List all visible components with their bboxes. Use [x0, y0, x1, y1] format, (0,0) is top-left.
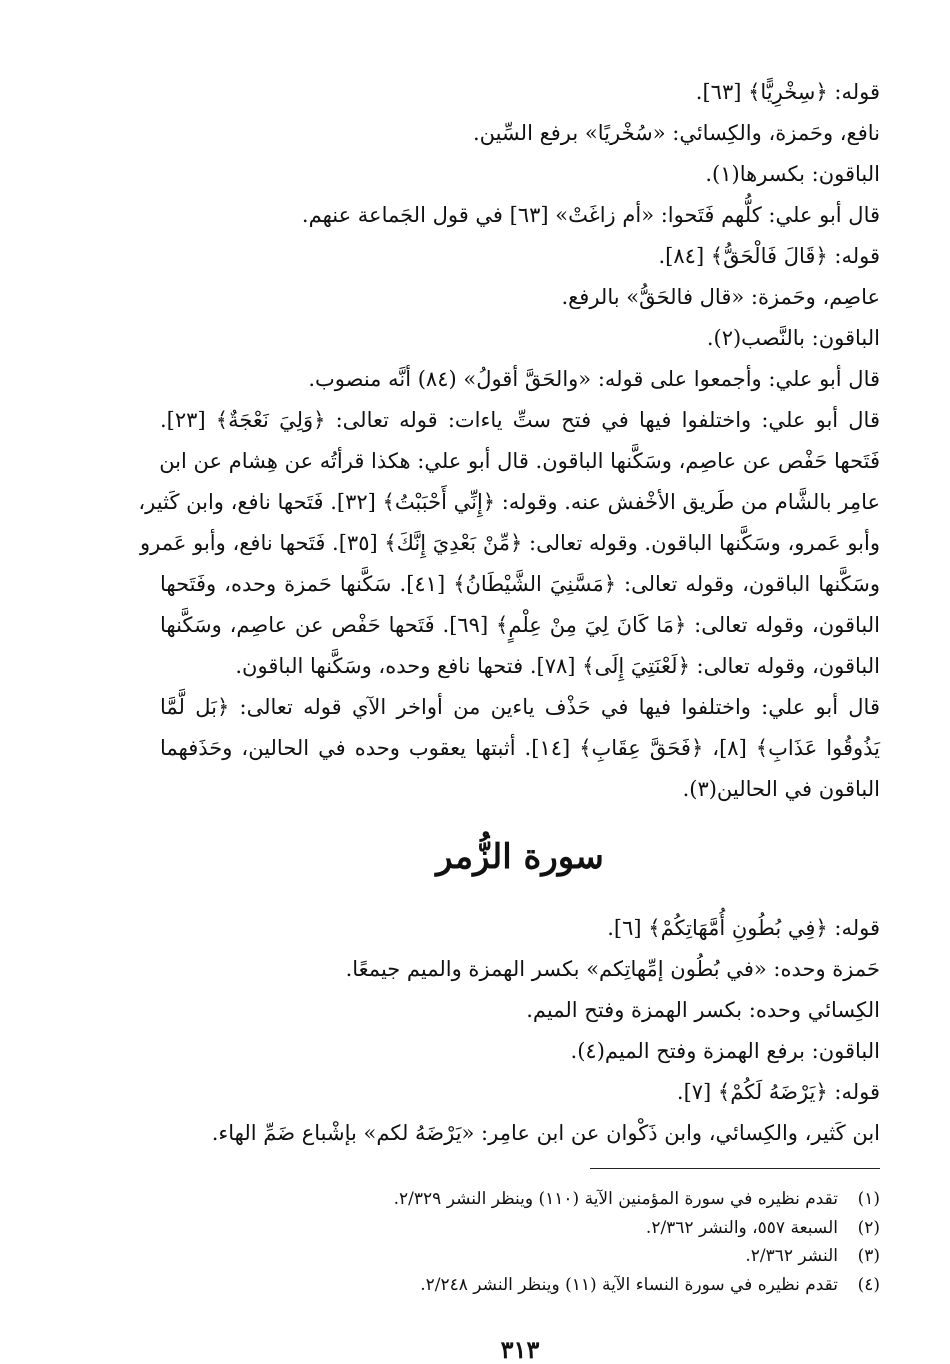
footnote	[160, 1271, 880, 1300]
text-line: قال أبو علي: وأجمعوا على قوله: «والحَقَّ أقولُ» (٨٤) أنَّه منصوب.	[308, 367, 880, 391]
bottom-section	[160, 908, 880, 1154]
paragraph-hadhf	[160, 687, 880, 810]
paragraph-line: وسَكَّنها الباقون، وقوله تعالى: ﴿مَسَّنِيَ الشَّيْطَانُ﴾ [٤١]. سَكَّنها حَمزة وحده، وفَتَحها	[160, 572, 880, 596]
surah-title: سورة الزُّمر	[436, 837, 604, 877]
text-line: الباقون: بالنَّصب(٢).	[706, 326, 880, 350]
paragraph-line: قال أبو علي: واختلفوا فيها في حَذْف ياءين من أواخر الآي قوله تعالى: ﴿بَل لَّمَّا	[160, 695, 880, 719]
text-line: قوله: ﴿قَالَ فَالْحَقُّ﴾ [٨٤].	[658, 244, 880, 268]
footnote-text: السبعة ٥٥٧، والنشر ٢/٣٦٢.	[645, 1217, 838, 1238]
paragraph-line: الباقون، وقوله تعالى: ﴿لَعْنَتِيَ إِلَى﴾ [٧٨]. فتحها نافع وحده، وسَكَّنها الباقون.	[235, 654, 880, 678]
paragraph-line: الباقون في الحالين(٣).	[682, 777, 880, 801]
footnote-number: (٣)	[857, 1246, 880, 1266]
text-line: قال أبو علي: كلُّهم فَتَحوا: «أم زاغَتْ» [٦٣] في قول الجَماعة عنهم.	[301, 203, 880, 227]
footnote-number: (١)	[857, 1189, 880, 1209]
text-line: قوله: ﴿فِي بُطُونِ أُمَّهَاتِكُمْ﴾ [٦].	[607, 916, 880, 940]
text-line: عاصِم، وحَمزة: «قال فالحَقُّ» بالرفع.	[561, 285, 880, 309]
footnote	[160, 1185, 880, 1214]
text-line: قوله: ﴿سِخْرِيًّا﴾ [٦٣].	[695, 80, 880, 104]
footnote-number: (٢)	[857, 1217, 880, 1238]
footnote-text: النشر ٢/٣٦٢.	[745, 1246, 838, 1266]
footnote	[160, 1242, 880, 1271]
paragraph-yaat	[138, 400, 880, 687]
footnote	[160, 1214, 880, 1243]
paragraph-line: قال أبو علي: واختلفوا فيها في فتح ستِّ ياءات: قوله تعالى: ﴿وَلِيَ نَعْجَةٌ﴾ [٢٣].	[160, 408, 880, 432]
footnote-number: (٤)	[857, 1274, 880, 1295]
text-line: نافع، وحَمزة، والكِسائي: «سُخْريًا» برفع السِّين.	[472, 121, 880, 145]
paragraph-line: الباقون، وقوله تعالى: ﴿مَا كَانَ لِيَ مِنْ عِلْمٍ﴾ [٦٩]. فَتَحها حَفْص عن عاصِم، وسَكَّنها	[160, 613, 880, 637]
text-line: الباقون: برفع الهمزة وفتح الميم(٤).	[570, 1039, 880, 1063]
text-line: حَمزة وحده: «في بُطُون إمِّهاتِكم» بكسر الهمزة والميم جيمعًا.	[345, 957, 880, 981]
text-line: قوله: ﴿يَرْضَهُ لَكُمْ﴾ [٧].	[676, 1080, 880, 1104]
footnotes	[160, 1185, 880, 1299]
text-line: الكِسائي وحده: بكسر الهمزة وفتح الميم.	[526, 998, 880, 1022]
text-line: ابن كَثير، والكِسائي، وابن ذَكْوان عن ابن عامِر: «يَرْضَهُ لكم» بإشْباع ضَمِّ الهاء.	[211, 1121, 880, 1145]
footnote-divider	[590, 1168, 880, 1169]
text-line: الباقون: بكسرها(١).	[705, 162, 880, 186]
paragraph-line: فَتَحها حَفْص عن عاصِم، وسَكَّنها الباقون. قال أبو علي: هكذا قرأتُه عن هِشام عن ابن	[159, 449, 880, 473]
paragraph-line: وأبو عَمرو، وسَكَّنها الباقون. وقوله تعالى: ﴿مِّنْ بَعْدِيَ إِنَّكَ﴾ [٣٥]. فَتَحها نافع، وأبو عَمرو	[140, 531, 880, 555]
book-page	[138, 72, 880, 1364]
paragraph-line: عامِر بالشَّام من طَريق الأخْفش عنه. وقوله: ﴿إِنِّي أَحْبَبْتُ﴾ [٣٢]. فَتَحها نافع، وابن كَثير،	[138, 490, 880, 514]
footnote-text: تقدم نظيره في سورة النساء الآية (١١) وينظر النشر ٢/٢٤٨.	[420, 1274, 838, 1295]
paragraph-line: يَذُوقُوا عَذَابِ﴾ [٨]، ﴿فَحَقَّ عِقَابِ﴾ [١٤]. أثبتها يعقوب وحده في الحالين، وحَذَفهما	[160, 736, 880, 760]
page-number: ٣١٣	[500, 1335, 540, 1364]
footnote-text: تقدم نظيره في سورة المؤمنين الآية (١١٠) وينظر النشر ٢/٣٢٩.	[393, 1189, 838, 1209]
top-section	[160, 72, 880, 400]
